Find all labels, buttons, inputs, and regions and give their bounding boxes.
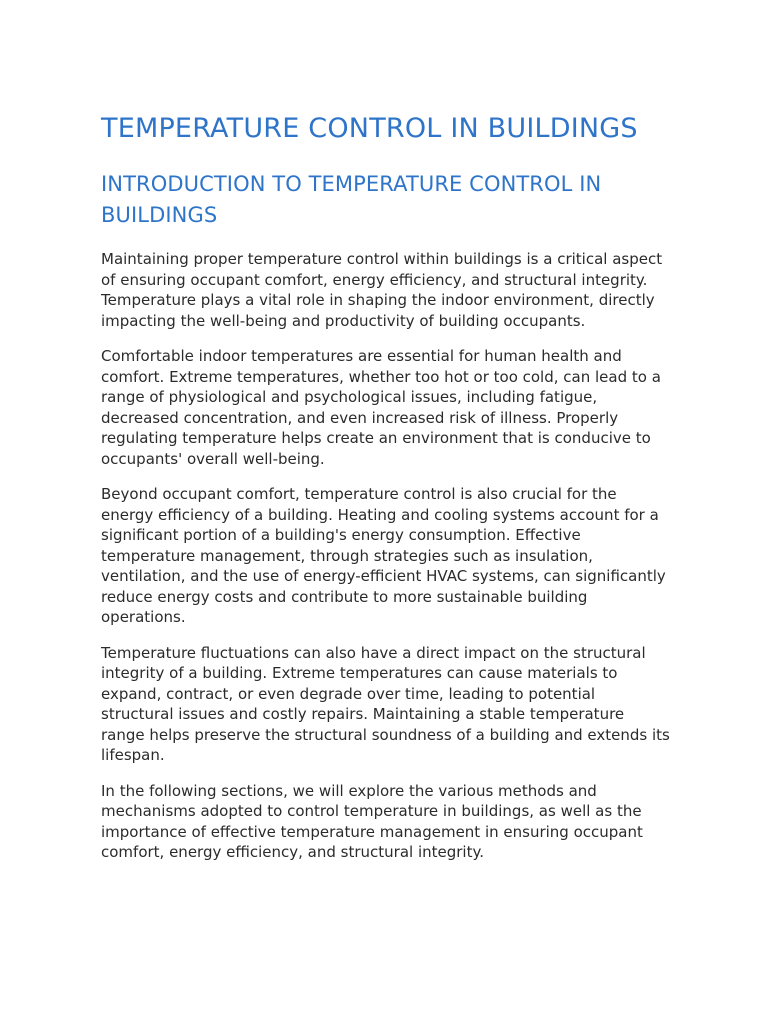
- paragraph: Beyond occupant comfort, temperature control is also crucial for the energy efficiency of a building. Heating and cooling systems account for a significant portion of a building's energy consumption. Effective temperature management, through strategies such as insulation, ventilation, and the use of energy-efficient HVAC systems, can significantly reduce energy costs and contribute to more sustainable building operations.: [101, 485, 666, 626]
- document-body: [101, 249, 671, 863]
- paragraph: In the following sections, we will explore the various methods and mechanisms adopted to control temperature in buildings, as well as the importance of effective temperature management in ensuring occupant comfort, energy efficiency, and structural integrity.: [101, 781, 643, 861]
- paragraph: Comfortable indoor temperatures are essential for human health and comfort. Extreme temperatures, whether too hot or too cold, can lead to a range of physiological and psychological issues, including fatigue, decreased concentration, and even increased risk of illness. Properly regulating temperature helps create an environment that is conducive to occupants' overall well-being.: [101, 347, 661, 468]
- section-heading: INTRODUCTION TO TEMPERATURE CONTROL IN BUILDINGS: [101, 172, 602, 227]
- paragraph: Temperature fluctuations can also have a direct impact on the structural integrity of a building. Extreme temperatures can cause materials to expand, contract, or even degrade over time, leading to potential structural issues and costly repairs. Maintaining a stable temperature range helps preserve the structural soundness of a building and extends its lifespan.: [101, 643, 670, 764]
- document-page: [101, 108, 671, 863]
- paragraph: Maintaining proper temperature control within buildings is a critical aspect of ensuring occupant comfort, energy efficiency, and structural integrity. Temperature plays a vital role in shaping the indoor environment, directly impacting the well-being and productivity of building occupants.: [101, 250, 663, 330]
- document-title: TEMPERATURE CONTROL IN BUILDINGS: [101, 113, 638, 144]
